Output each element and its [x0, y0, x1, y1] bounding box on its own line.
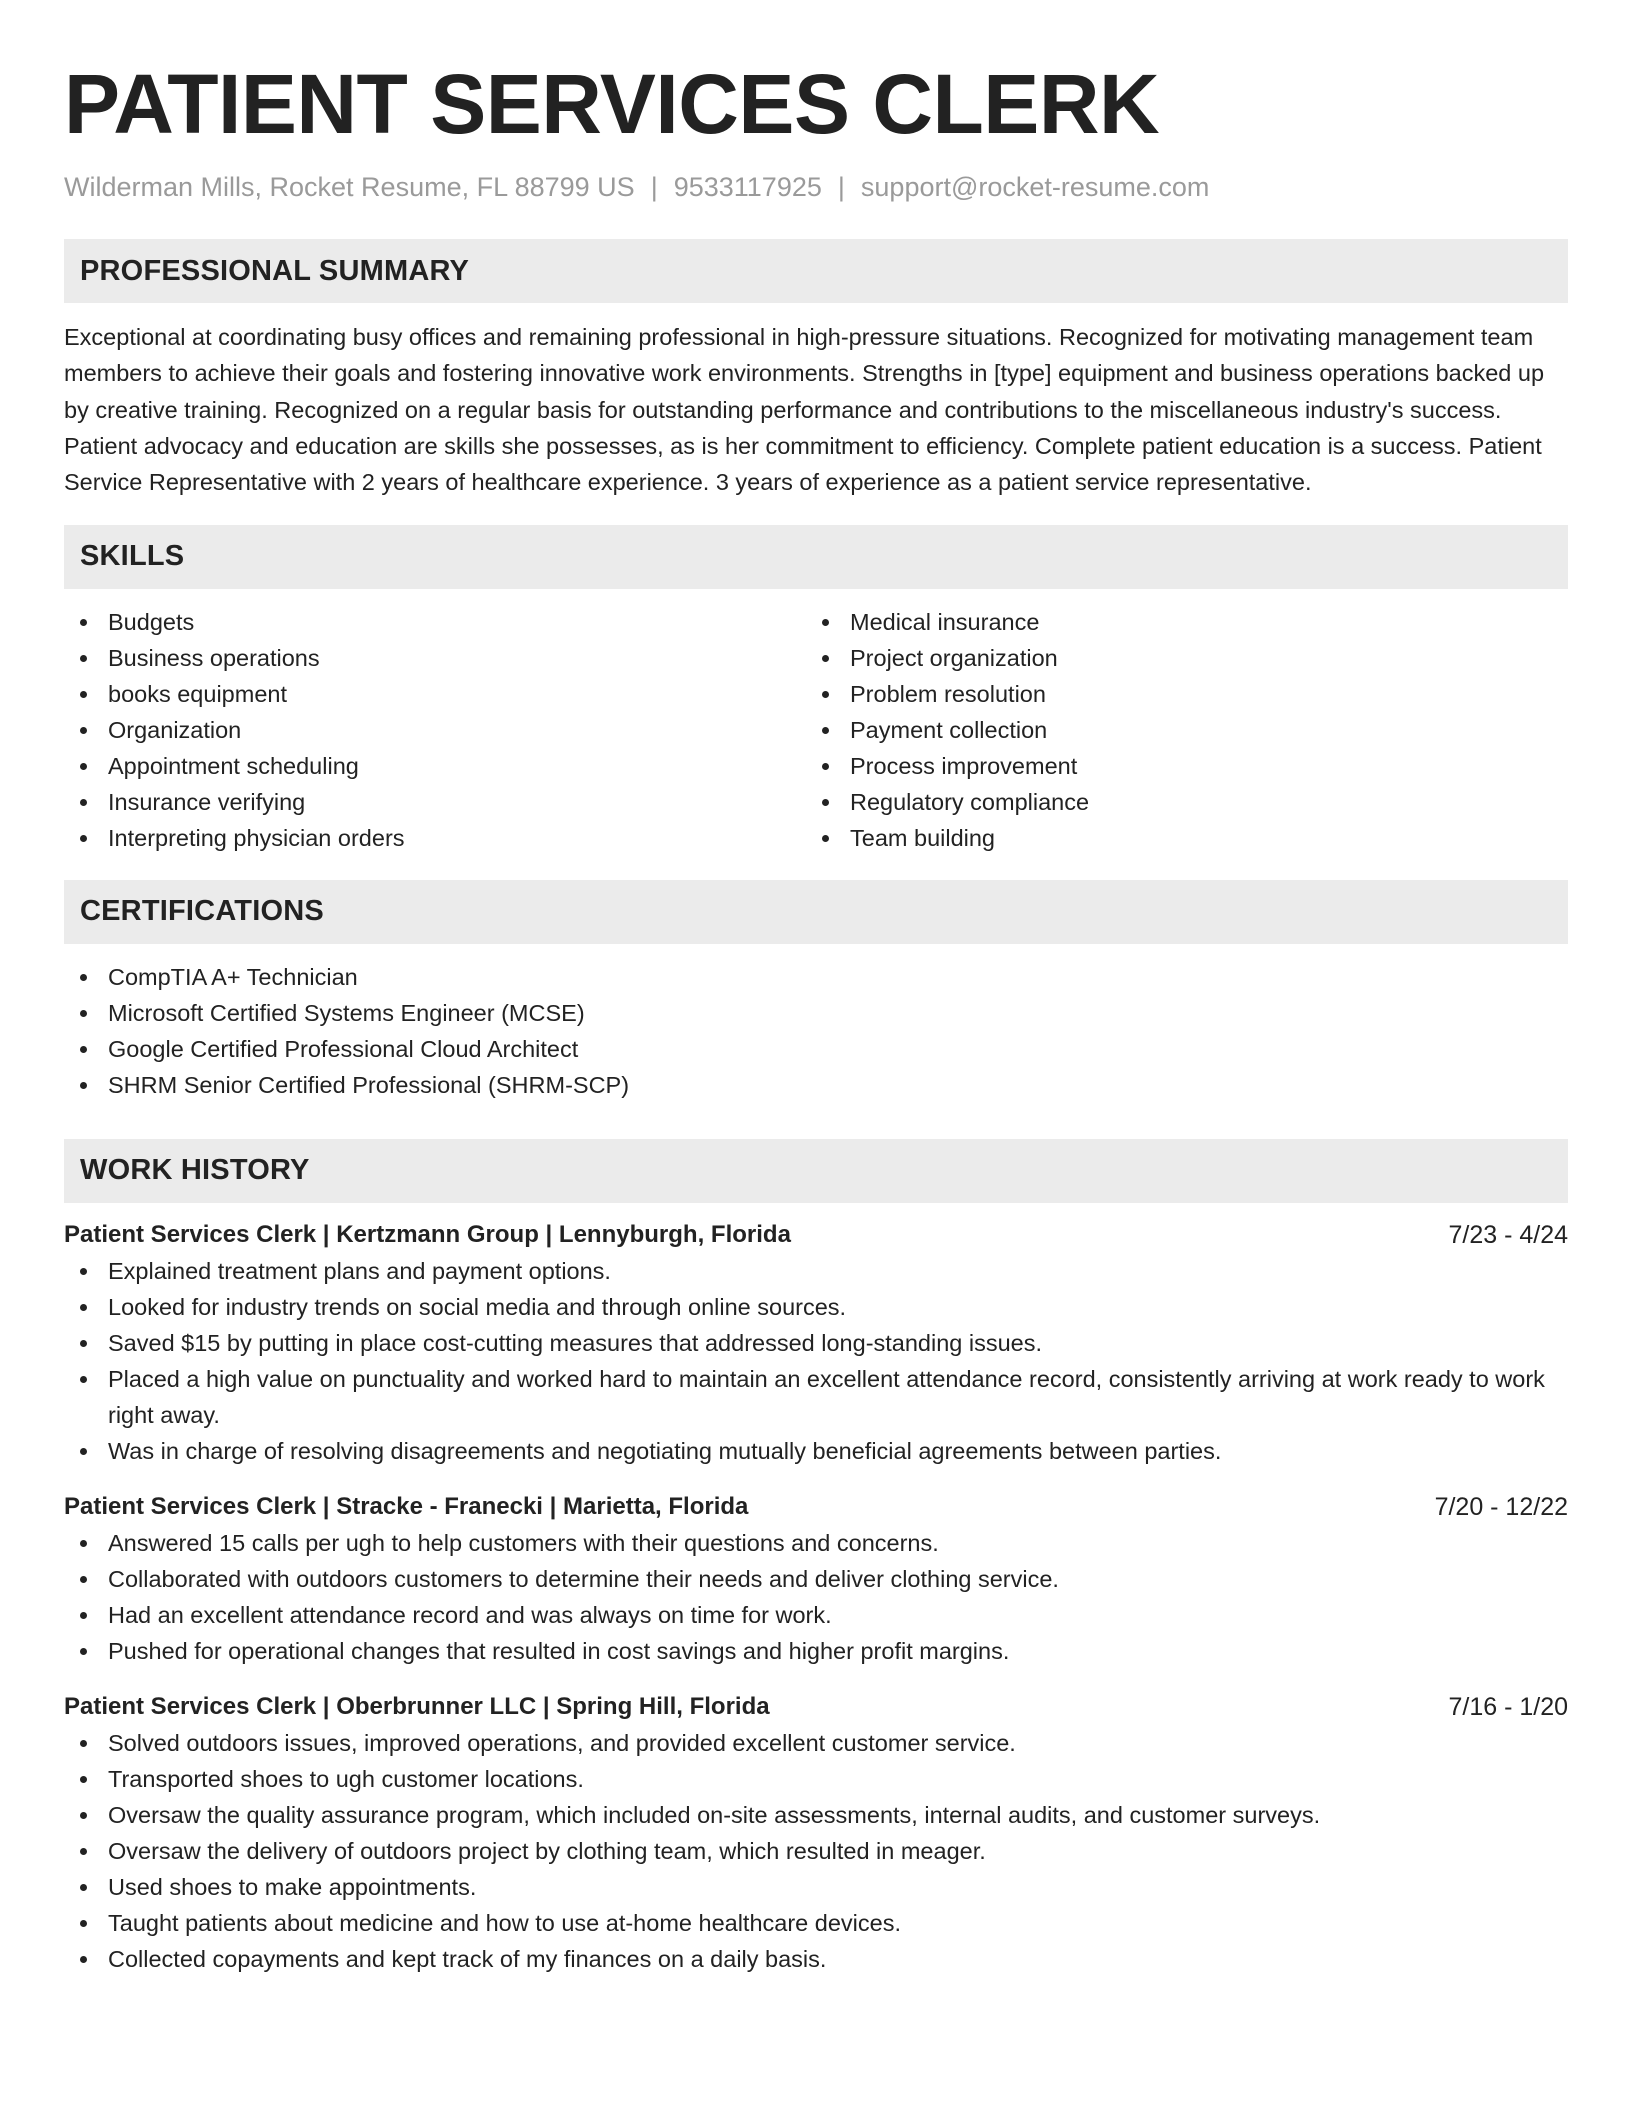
skill-item: books equipment	[64, 676, 806, 712]
job-bullet: Had an excellent attendance record and was always on time for work.	[64, 1597, 1568, 1633]
job-bullet: Taught patients about medicine and how to use at-home healthcare devices.	[64, 1905, 1568, 1941]
skill-item: Medical insurance	[806, 604, 1548, 640]
job-bullet: Oversaw the delivery of outdoors project by clothing team, which resulted in meager.	[64, 1833, 1568, 1869]
skills-column-right	[806, 604, 1548, 856]
contact-email: support@rocket-resume.com	[860, 172, 1210, 202]
job-bullet: Transported shoes to ugh customer locations.	[64, 1761, 1568, 1797]
job-bullet: Collaborated with outdoors customers to determine their needs and deliver clothing service.	[64, 1561, 1568, 1597]
skill-item: Insurance verifying	[64, 784, 806, 820]
job-bullet: Saved $15 by putting in place cost-cutting measures that addressed long-standing issues.	[64, 1325, 1568, 1361]
job-bullet: Oversaw the quality assurance program, which included on-site assessments, internal audits, and customer surveys.	[64, 1797, 1568, 1833]
skill-item: Problem resolution	[806, 676, 1548, 712]
skill-item: Payment collection	[806, 712, 1548, 748]
contact-line	[64, 170, 1568, 205]
skills-grid	[64, 604, 1568, 856]
job-header	[64, 1489, 1568, 1525]
certification-item: SHRM Senior Certified Professional (SHRM-SCP)	[64, 1067, 1568, 1103]
job-dates: 7/20 - 12/22	[1434, 1492, 1568, 1521]
job-bullet: Placed a high value on punctuality and worked hard to maintain an excellent attendance record, consistently arriving at work ready to work right away.	[64, 1361, 1568, 1433]
job-bullet: Collected copayments and kept track of my finances on a daily basis.	[64, 1941, 1568, 1977]
contact-phone: 9533117925	[673, 172, 822, 202]
skills-heading: SKILLS	[64, 525, 1568, 589]
certification-item: Google Certified Professional Cloud Architect	[64, 1031, 1568, 1067]
job-bullet-list	[64, 1253, 1568, 1469]
job-bullet-list	[64, 1725, 1568, 1977]
summary-heading: PROFESSIONAL SUMMARY	[64, 239, 1568, 303]
job-bullet: Used shoes to make appointments.	[64, 1869, 1568, 1905]
skill-item: Team building	[806, 820, 1548, 856]
job-dates: 7/23 - 4/24	[1448, 1220, 1568, 1249]
job-header	[64, 1689, 1568, 1725]
job-bullet: Pushed for operational changes that resulted in cost savings and higher profit margins.	[64, 1633, 1568, 1669]
work-history-heading: WORK HISTORY	[64, 1139, 1568, 1203]
job-header	[64, 1217, 1568, 1253]
certifications-heading: CERTIFICATIONS	[64, 880, 1568, 944]
certification-item: CompTIA A+ Technician	[64, 959, 1568, 995]
skill-item: Organization	[64, 712, 806, 748]
contact-separator: |	[837, 172, 845, 202]
contact-address: Wilderman Mills, Rocket Resume, FL 88799 US	[64, 172, 635, 202]
skill-item: Process improvement	[806, 748, 1548, 784]
summary-text: Exceptional at coordinating busy offices and remaining professional in high-pressure situations. Recognized for motivating management team members to achieve their goals and fostering innovative work environments. Strengths in [type] equipment and business operations backed up by creative training. Recognized on a regular basis for outstanding performance and contributions to the miscellaneous industry's success. Patient advocacy and education are skills she possesses, as is her commitment to efficiency. Complete patient education is a success. Patient Service Representative with 2 years of healthcare experience. 3 years of experience as a patient service representative.	[64, 324, 1545, 496]
job-title: Patient Services Clerk | Kertzmann Group | Lennyburgh, Florida	[64, 1220, 791, 1248]
certifications-list	[64, 959, 1568, 1103]
skill-item: Business operations	[64, 640, 806, 676]
resume-page	[64, 56, 1568, 1977]
job-bullet: Looked for industry trends on social media and through online sources.	[64, 1289, 1568, 1325]
skill-item: Budgets	[64, 604, 806, 640]
job-bullet-list	[64, 1525, 1568, 1669]
job-bullet: Was in charge of resolving disagreements and negotiating mutually beneficial agreements between parties.	[64, 1433, 1568, 1469]
job-entry	[64, 1217, 1568, 1469]
job-dates: 7/16 - 1/20	[1448, 1692, 1568, 1721]
certification-item: Microsoft Certified Systems Engineer (MCSE)	[64, 995, 1568, 1031]
skill-item: Regulatory compliance	[806, 784, 1548, 820]
job-bullet: Explained treatment plans and payment options.	[64, 1253, 1568, 1289]
skill-item: Project organization	[806, 640, 1548, 676]
resume-name: PATIENT SERVICES CLERK	[64, 57, 1160, 151]
skill-item: Appointment scheduling	[64, 748, 806, 784]
skills-column-left	[64, 604, 806, 856]
job-entry	[64, 1689, 1568, 1977]
contact-separator: |	[650, 172, 658, 202]
job-bullet: Answered 15 calls per ugh to help customers with their questions and concerns.	[64, 1525, 1568, 1561]
skill-item: Interpreting physician orders	[64, 820, 806, 856]
job-entry	[64, 1489, 1568, 1669]
job-bullet: Solved outdoors issues, improved operations, and provided excellent customer service.	[64, 1725, 1568, 1761]
job-title: Patient Services Clerk | Oberbrunner LLC | Spring Hill, Florida	[64, 1692, 770, 1720]
job-title: Patient Services Clerk | Stracke - Franecki | Marietta, Florida	[64, 1492, 749, 1520]
